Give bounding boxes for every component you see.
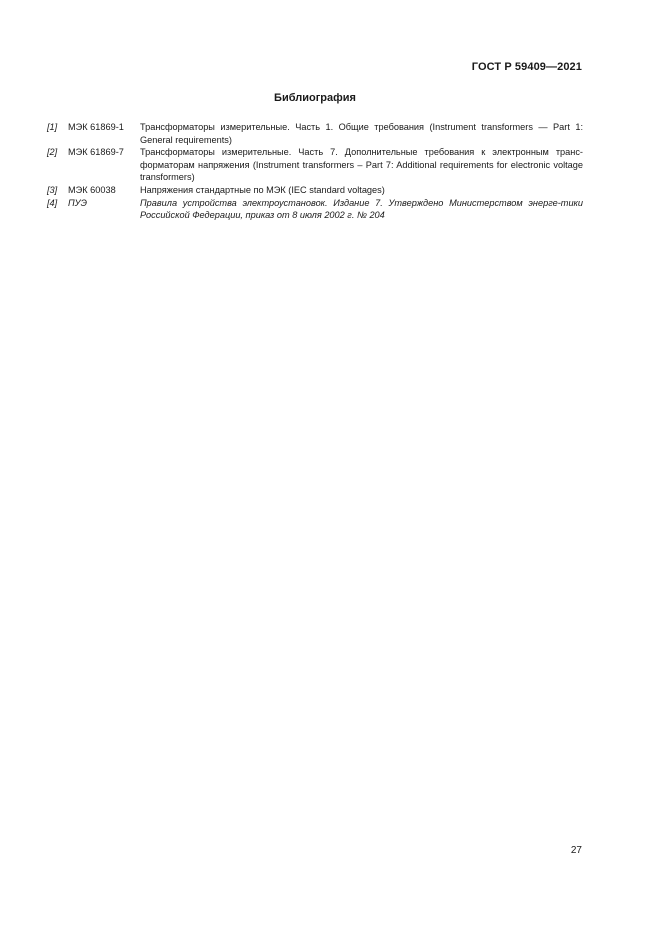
bibliography-list bbox=[47, 121, 583, 222]
entry-number: [3] bbox=[47, 184, 58, 195]
entry-number: [1] bbox=[47, 122, 58, 132]
entry-code: МЭК 60038 bbox=[68, 184, 116, 195]
entry-text: Напряжения стандартные по МЭК (IEC standard voltages) bbox=[140, 184, 385, 195]
bibliography-entry bbox=[47, 146, 583, 184]
entry-code: МЭК 61869-7 bbox=[68, 147, 124, 158]
document-code: ГОСТ Р 59409—2021 bbox=[471, 61, 582, 73]
entry-text: Правила устройства электроустановок. Издание 7. Утверждено Министерством энерге-тики Российской Федерации, приказ от 8 июля 2002 г. № 204 bbox=[140, 197, 583, 221]
entry-text: Трансформаторы измерительные. Часть 7. Дополнительные требования к электронным транс-форматорам напряжения (Instrument transformers – Part 7: Additional requirements for electronic voltage transformers) bbox=[140, 147, 583, 183]
entry-text: Трансформаторы измерительные. Часть 1. Общие требования (Instrument transformers — Part 1: General requirements) bbox=[140, 122, 583, 145]
bibliography-entry bbox=[47, 184, 583, 197]
entry-code: ПУЭ bbox=[68, 197, 88, 208]
entry-code: МЭК 61869-1 bbox=[68, 122, 124, 132]
bibliography-title: Библиография bbox=[274, 92, 356, 104]
bibliography-entry bbox=[47, 121, 583, 146]
bibliography-entry bbox=[47, 197, 583, 222]
entry-number: [2] bbox=[47, 147, 58, 158]
page-number: 27 bbox=[570, 845, 582, 856]
entry-number: [4] bbox=[47, 197, 58, 208]
